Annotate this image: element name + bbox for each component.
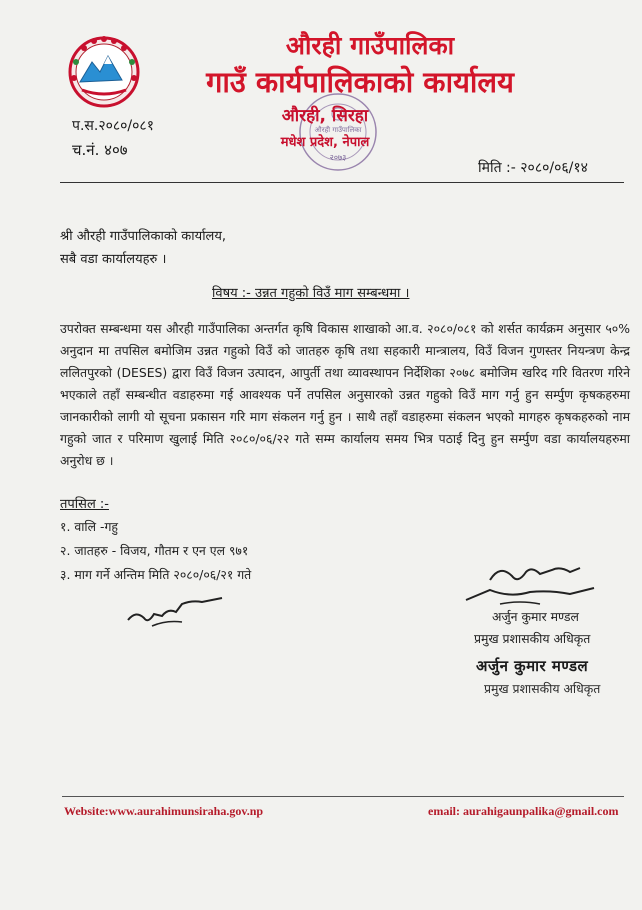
- signatory-designation: प्रमुख प्रशासकीय अधिकृत: [474, 631, 591, 646]
- name-stamp: अर्जुन कुमार मण्डल: [476, 657, 589, 675]
- seal-year: २०७३: [329, 153, 347, 162]
- footer-email: email: aurahigaunpalika@gmail.com: [428, 804, 619, 818]
- details-title: तपसिल :-: [60, 497, 109, 512]
- office-location: औरही, सिरहा: [281, 106, 369, 126]
- addressee-line-2: सबै वडा कार्यालयहरु ।: [60, 252, 167, 267]
- details-item: २. जातहरु - विजय, गौतम र एन एल ९७१: [60, 543, 249, 558]
- header-divider: [60, 182, 624, 183]
- footer-website: Website:www.aurahimunsiraha.gov.np: [64, 804, 264, 818]
- signatory-name: अर्जुन कुमार मण्डल: [492, 609, 579, 624]
- letter-body: उपरोक्त सम्बन्धमा यस औरही गाउँपालिका अन्तर्गत कृषि विकास शाखाको आ.व. २०८०/०८१ को शर्सत कार्यक्रम अनुसार ५०% अनुदान मा तपसिल बमोजिम उन्नत गहुको विउँ को जातहरु कृषि तथा सहकारी मान्त्रालय, विउँ विजन गुणस्तर नियन्त्रण केन्द्र ललितपुरको (DESES) द्वारा विउँ विजन उत्पादन, आपुर्ती तथा व्यावस्थापन निर्देशिका २०७८ बमोजिम खरिद गरि वितरण गरिने भएकाले तहाँ सम्बन्धीत वडाहरुमा गई आवश्यक पर्ने तपसिल अनुसारको उन्नत गहुको विउँ माग गर्नु हुन सर्म्पुण कृषकहरुमा जानकारीको लागी यो सूचना प्रकासन गरि माग संकलन गर्नु हुन । साथै तहाँ वडाहरुमा संकलन भएको मागहरु कृषकहरुको नाम गहुको जात र परिमाण खुलाई मिति २०८०/०६/२२ गते सम्म कार्यालय समय भित्र पठाई दिनु हुन सर्म्पुण वडा कार्यालयहरुमा अनुरोध छ ।: [60, 321, 630, 468]
- footer-divider: [62, 796, 624, 797]
- details-item: १. वालि -गहु: [60, 519, 118, 534]
- letter-subject: विषय :- उन्नत गहुको विउँ माग सम्बन्धमा ।: [212, 286, 410, 301]
- office-name: गाउँ कार्यपालिकाको कार्यालय: [206, 65, 514, 99]
- ch-number: च.नं. ४०७: [72, 141, 128, 159]
- addressee-line-1: श्री औरही गाउँपालिकाको कार्यालय,: [60, 229, 227, 244]
- office-province: मधेश प्रदेश, नेपाल: [280, 135, 370, 150]
- initials-signature-icon: [122, 590, 232, 636]
- org-name: औरही गाउँपालिका: [285, 31, 455, 60]
- designation-stamp: प्रमुख प्रशासकीय अधिकृत: [484, 681, 601, 696]
- details-item: ३. माग गर्ने अन्तिम मिति २०८०/०६/२१ गते: [60, 567, 252, 582]
- seal-text: औरही गाउँपालिका: [314, 126, 362, 134]
- letter-date: मिति :- २०८०/०६/१४: [478, 160, 588, 176]
- ps-number: प.स.२०८०/०८१: [72, 118, 154, 134]
